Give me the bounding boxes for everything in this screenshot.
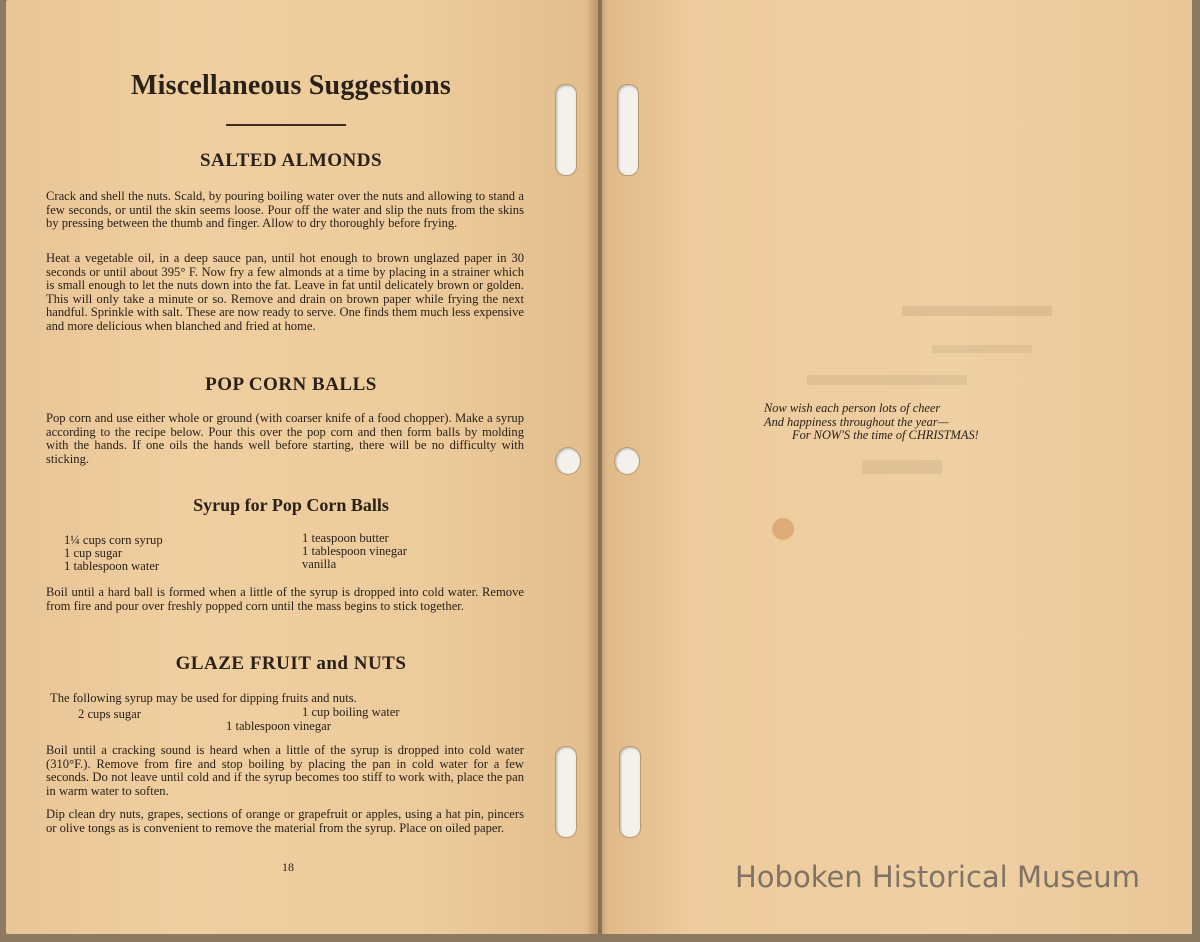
paper-stain bbox=[772, 518, 794, 540]
right-page bbox=[602, 0, 1192, 934]
binding-hole-icon bbox=[555, 746, 577, 838]
syrup-ingredients-right bbox=[302, 532, 407, 571]
christmas-poem bbox=[764, 402, 1064, 443]
heading-pop-corn-balls: POP CORN BALLS bbox=[205, 374, 377, 395]
glaze-paragraph-1: Boil until a cracking sound is heard when a little of the syrup is dropped into cold water (310°F.). Remove from fire and stop boiling by placing the pan in cold water for a few seconds. Do not leave until cold and if the syrup becomes too stiff to work with, place the pan in warm water to soften. bbox=[46, 743, 524, 798]
ingredient: 1¼ cups corn syrup bbox=[64, 533, 163, 547]
heading-glaze-fruit-nuts: GLAZE FRUIT and NUTS bbox=[175, 653, 407, 674]
binding-hole-icon bbox=[617, 84, 639, 176]
ingredient: vanilla bbox=[302, 557, 337, 571]
salted-almonds-paragraph-2: Heat a vegetable oil, in a deep sauce pan, until hot enough to brown unglazed paper in 30 seconds or until about 395° F. Now fry a few almonds at a time by placing in a strainer which is small enough to let the nuts down into the fat. Leave in fat until delicately brown or golden. This will only take a minute or so. Remove and drain on brown paper while frying the next handful. Sprinkle with salt. These are now ready to serve. One finds them much less expensive and more delicious when blanched and fried at home. bbox=[46, 251, 524, 333]
binding-hole-icon bbox=[619, 746, 641, 838]
glaze-ingredient: 1 cup boiling water bbox=[302, 705, 400, 719]
glaze-ingredient: 1 tablespoon vinegar bbox=[226, 719, 331, 733]
glaze-ingredient: 2 cups sugar bbox=[78, 707, 141, 721]
glaze-paragraph-2: Dip clean dry nuts, grapes, sections of orange or grapefruit or apples, using a hat pin, pincers or olive tongs as is convenient to remove the material from the syrup. Place on oiled paper. bbox=[46, 807, 524, 835]
binding-hole-icon bbox=[614, 447, 640, 475]
binding-hole-icon bbox=[555, 447, 581, 475]
bleed-through-text bbox=[862, 460, 942, 474]
book-gutter bbox=[586, 0, 608, 934]
ingredient: 1 tablespoon vinegar bbox=[302, 544, 407, 558]
page-number: 18 bbox=[282, 860, 294, 874]
bleed-through-text bbox=[902, 306, 1052, 316]
salted-almonds-paragraph-1: Crack and shell the nuts. Scald, by pouring boiling water over the nuts and allowing to stand a few seconds, or until the skin seems loose. Pour off the water and slip the nuts from the skins by pressing between the thumb and finger. Allow to dry thoroughly before frying. bbox=[46, 189, 524, 231]
bleed-through-text bbox=[932, 345, 1032, 353]
left-page bbox=[6, 0, 598, 934]
poem-line: For NOW'S the time of CHRISTMAS! bbox=[792, 428, 979, 442]
ingredient: 1 tablespoon water bbox=[64, 559, 160, 573]
museum-watermark: Hoboken Historical Museum bbox=[735, 860, 1140, 894]
glaze-intro: The following syrup may be used for dipping fruits and nuts. bbox=[50, 691, 357, 705]
bleed-through-text bbox=[807, 375, 967, 385]
heading-salted-almonds: SALTED ALMONDS bbox=[199, 150, 383, 171]
binding-hole-icon bbox=[555, 84, 577, 176]
pop-corn-balls-paragraph: Pop corn and use either whole or ground (with coarser knife of a food chopper). Make a syrup according to the recipe below. Pour this over the pop corn and then form balls by molding with the hands. If one oils the hands well before starting, there will be no difficulty with sticking. bbox=[46, 411, 524, 466]
poem-line: Now wish each person lots of cheer bbox=[764, 401, 941, 415]
ingredient: 1 cup sugar bbox=[64, 546, 123, 560]
title-rule bbox=[226, 124, 346, 126]
syrup-ingredients-left bbox=[64, 534, 163, 573]
syrup-paragraph: Boil until a hard ball is formed when a little of the syrup is dropped into cold water. Remove from fire and pour over freshly popped corn until the mass begins to stick together. bbox=[46, 585, 524, 613]
ingredient: 1 teaspoon butter bbox=[302, 531, 389, 545]
heading-syrup: Syrup for Pop Corn Balls bbox=[193, 495, 389, 515]
poem-line: And happiness throughout the year— bbox=[764, 414, 949, 429]
page-title: Miscellaneous Suggestions bbox=[130, 70, 452, 101]
